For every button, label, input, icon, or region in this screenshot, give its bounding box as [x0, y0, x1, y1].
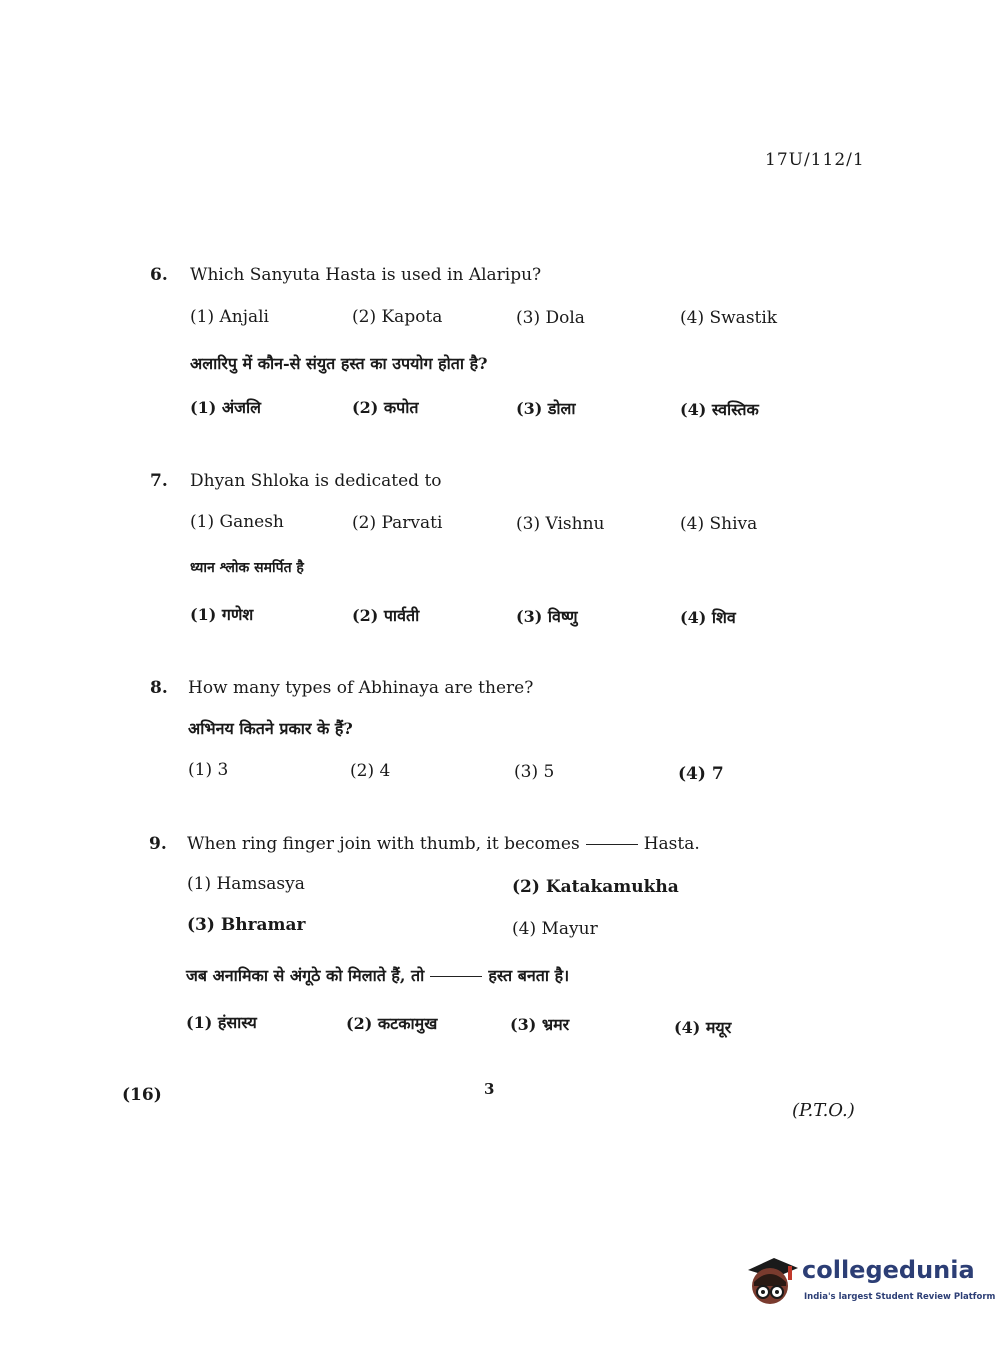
- answer-blank: [586, 844, 638, 845]
- q9-option-4-hi: (4) मयूर: [674, 1018, 732, 1037]
- q7-option-2-en: (2) Parvati: [352, 513, 443, 533]
- q6-option-1-hi: (1) अंजलि: [190, 398, 261, 417]
- q8-option-4: (4) 7: [678, 764, 724, 784]
- footer-question-count: (16): [122, 1085, 162, 1105]
- q9-option-4-en: (4) Mayur: [512, 919, 598, 939]
- q9-option-2-hi: (2) कटकामुख: [346, 1014, 438, 1033]
- student-mascot-icon: [740, 1252, 800, 1312]
- page-number: 3: [484, 1080, 495, 1098]
- pto-label: (P.T.O.): [792, 1100, 855, 1121]
- q6-option-2-hi: (2) कपोत: [352, 398, 419, 417]
- paper-code: 17U/112/1: [765, 150, 865, 170]
- q6-option-3-en: (3) Dola: [516, 308, 585, 328]
- question-9-text-hi-before: जब अनामिका से अंगूठे को मिलाते हैं, तो: [186, 966, 425, 985]
- question-6-number: 6.: [150, 265, 168, 285]
- q7-option-4-hi: (4) शिव: [680, 608, 736, 627]
- question-7-text-hi: ध्यान श्लोक समर्पित है: [190, 560, 304, 576]
- question-8-text-en: How many types of Abhinaya are there?: [188, 678, 534, 698]
- q7-option-1-en: (1) Ganesh: [190, 512, 284, 532]
- question-9-text-en: [187, 834, 700, 854]
- question-7-number: 7.: [150, 471, 168, 491]
- q9-option-2-en: (2) Katakamukha: [512, 877, 679, 897]
- q7-option-3-hi: (3) विष्णु: [516, 607, 578, 626]
- question-8-text-hi: अभिनय कितने प्रकार के हैं?: [188, 719, 353, 738]
- q8-option-3: (3) 5: [514, 762, 555, 782]
- q6-option-1-en: (1) Anjali: [190, 307, 269, 327]
- question-9-text-hi-after: हस्त बनता है।: [488, 966, 570, 985]
- q6-option-4-hi: (4) स्वस्तिक: [680, 400, 759, 419]
- question-8-number: 8.: [150, 678, 168, 698]
- collegedunia-logo: [740, 1248, 996, 1318]
- logo-name: collegedunia: [802, 1256, 975, 1284]
- q7-option-3-en: (3) Vishnu: [516, 514, 605, 534]
- q9-option-1-hi: (1) हंसास्य: [186, 1013, 257, 1032]
- q9-option-3-en: (3) Bhramar: [187, 915, 306, 935]
- answer-blank-hi: [430, 976, 482, 977]
- question-9-text-en-before: When ring finger join with thumb, it becomes: [187, 834, 580, 854]
- q6-option-2-en: (2) Kapota: [352, 307, 443, 327]
- question-9-text-hi: [186, 964, 569, 986]
- q8-option-1: (1) 3: [188, 760, 229, 780]
- q9-option-1-en: (1) Hamsasya: [187, 874, 305, 894]
- question-7-text-en: Dhyan Shloka is dedicated to: [190, 471, 442, 491]
- question-6-text-hi: अलारिपु में कौन-से संयुत हस्त का उपयोग होता है?: [190, 354, 488, 373]
- question-6-text-en: Which Sanyuta Hasta is used in Alaripu?: [190, 265, 542, 285]
- q6-option-4-en: (4) Swastik: [680, 308, 778, 328]
- q7-option-2-hi: (2) पार्वती: [352, 606, 420, 625]
- q9-option-3-hi: (3) भ्रमर: [510, 1015, 570, 1034]
- q7-option-4-en: (4) Shiva: [680, 514, 758, 534]
- q6-option-3-hi: (3) डोला: [516, 399, 576, 418]
- question-9-number: 9.: [149, 834, 167, 854]
- q7-option-1-hi: (1) गणेश: [190, 605, 254, 624]
- question-9-text-en-after: Hasta.: [643, 834, 700, 854]
- logo-tagline: India's largest Student Review Platform: [804, 1292, 996, 1302]
- q8-option-2: (2) 4: [350, 761, 391, 781]
